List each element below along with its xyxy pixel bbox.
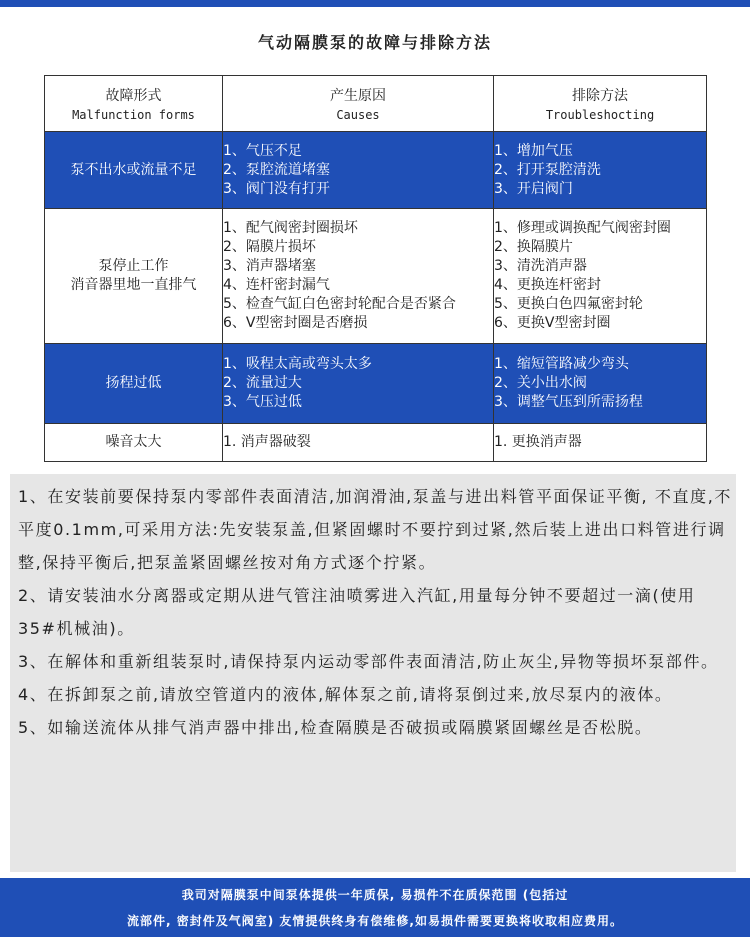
- fault-form-text: 泵停止工作: [98, 258, 169, 274]
- header-en: Causes: [336, 108, 380, 122]
- fixes-cell: [494, 424, 707, 462]
- header-zh: 故障形式: [105, 88, 162, 104]
- fault-form-text: 消音器里地一直排气: [70, 277, 197, 293]
- fault-form-text: 噪音太大: [105, 434, 162, 450]
- fixes-cell: [494, 132, 707, 209]
- fix-item: 2、打开泵腔清洗: [494, 161, 601, 178]
- fixes-cell: [494, 209, 707, 344]
- fix-item: 5、更换白色四氟密封轮: [494, 296, 643, 312]
- causes-cell: [223, 344, 494, 424]
- header-fault-form: [45, 76, 223, 132]
- cause-item: 3、阀门没有打开: [223, 180, 330, 197]
- cause-item: 1. 消声器破裂: [223, 434, 311, 450]
- fault-form-cell: [45, 344, 223, 424]
- header-en: Malfunction forms: [72, 108, 195, 122]
- note-item: 1、在安装前要保持泵内零部件表面清洁,加润滑油,泵盖与进出料管平面保证平衡, 不直度,不平度0.1mm,可采用方法:先安装泵盖,但紧固螺时不要拧到过紧,然后装上进出口料管进行调整,保持平衡后,把泵盖紧固螺丝按对角方式逐个拧紧。: [18, 487, 733, 572]
- fix-item: 6、更换V型密封圈: [494, 315, 611, 331]
- fault-form-cell: [45, 132, 223, 209]
- cause-item: 3、消声器堵塞: [223, 258, 316, 274]
- warranty-line: 流部件, 密封件及气阀室) 友情提供终身有偿维修,如易损件需要更换将收取相应费用。: [127, 914, 623, 928]
- note-item: 3、在解体和重新组装泵时,请保持泵内运动零部件表面清洁,防止灰尘,异物等损坏泵部件。: [18, 652, 719, 671]
- warranty-footer: [0, 878, 750, 937]
- fix-item: 3、调整气压到所需扬程: [494, 394, 643, 410]
- table-row: [45, 344, 707, 424]
- table-row: [45, 132, 707, 209]
- cause-item: 1、配气阀密封圈损坏: [223, 220, 358, 236]
- causes-cell: [223, 132, 494, 209]
- table-row: [45, 209, 707, 344]
- fix-item: 3、开启阀门: [494, 180, 573, 197]
- cause-item: 1、气压不足: [223, 142, 302, 159]
- cause-item: 4、连杆密封漏气: [223, 277, 330, 293]
- page-title: 气动隔膜泵的故障与排除方法: [257, 33, 492, 52]
- cause-item: 1、吸程太高或弯头太多: [223, 356, 372, 372]
- fix-item: 2、换隔膜片: [494, 239, 573, 255]
- fault-table: [44, 75, 707, 462]
- table-row: [45, 424, 707, 462]
- header-zh: 产生原因: [330, 88, 386, 104]
- header-zh: 排除方法: [572, 88, 628, 104]
- fault-form-cell: [45, 209, 223, 344]
- fix-item: 3、清洗消声器: [494, 258, 587, 274]
- fix-item: 1、缩短管路减少弯头: [494, 356, 629, 372]
- note-item: 4、在拆卸泵之前,请放空管道内的液体,解体泵之前,请将泵倒过来,放尽泵内的液体。: [18, 685, 673, 704]
- fault-form-text: 扬程过低: [105, 375, 162, 391]
- fix-item: 2、关小出水阀: [494, 375, 587, 391]
- header-en: Troubleshocting: [545, 108, 655, 122]
- fix-item: 1. 更换消声器: [494, 434, 582, 450]
- header-causes: [223, 76, 494, 132]
- top-accent-bar: [0, 0, 750, 7]
- cause-item: 2、泵腔流道堵塞: [223, 161, 330, 178]
- fix-item: 1、增加气压: [494, 142, 573, 159]
- cause-item: 2、流量过大: [223, 375, 302, 391]
- warranty-line: 我司对隔膜泵中间泵体提供一年质保, 易损件不在质保范围 (包括过: [181, 888, 569, 902]
- cause-item: 3、气压过低: [223, 394, 302, 410]
- cause-item: 5、检查气缸白色密封轮配合是否紧合: [223, 296, 456, 312]
- fix-item: 1、修理或调换配气阀密封圈: [494, 220, 671, 236]
- causes-cell: [223, 424, 494, 462]
- header-troubleshooting: [494, 76, 707, 132]
- maintenance-notes: [10, 474, 736, 872]
- note-item: 5、如输送流体从排气消声器中排出,检查隔膜是否破损或隔膜紧固螺丝是否松脱。: [18, 718, 653, 737]
- fixes-cell: [494, 344, 707, 424]
- cause-item: 6、V型密封圈是否磨损: [223, 315, 368, 331]
- causes-cell: [223, 209, 494, 344]
- note-item: 2、请安装油水分离器或定期从进气管注油喷雾进入汽缸,用量每分钟不要超过一滴(使用35#机械油)。: [18, 586, 696, 638]
- fault-form-cell: [45, 424, 223, 462]
- fault-form-text: 泵不出水或流量不足: [70, 161, 197, 178]
- fix-item: 4、更换连杆密封: [494, 277, 601, 293]
- table-header-row: [45, 76, 707, 132]
- cause-item: 2、隔膜片损坏: [223, 239, 316, 255]
